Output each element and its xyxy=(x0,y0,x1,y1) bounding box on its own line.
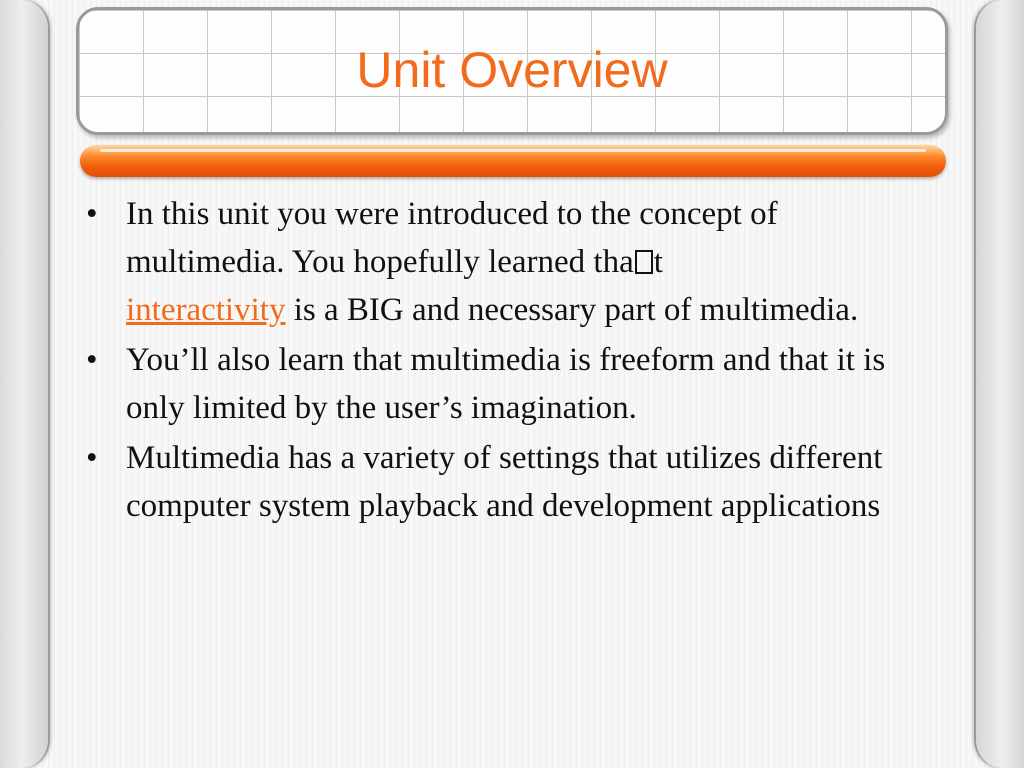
bullet-text: In this unit you were introduced to the concept of multimedia. You hopefully learned tha xyxy=(126,196,778,280)
bullet-item xyxy=(86,190,926,334)
bullet-marker: • xyxy=(86,196,98,232)
title-accent-bar xyxy=(80,145,946,177)
bullet-text: t xyxy=(653,244,663,280)
bullet-item xyxy=(86,434,926,530)
missing-glyph-icon xyxy=(635,250,653,274)
bullet-text: is a BIG and necessary part of multimedia. xyxy=(285,292,859,328)
bullet-list xyxy=(86,190,926,532)
left-side-tab xyxy=(0,0,50,768)
bullet-text: Multimedia has a variety of settings that utilizes different computer system playback and development applications xyxy=(126,440,883,524)
bullet-marker: • xyxy=(86,342,98,378)
interactivity-link[interactable]: interactivity xyxy=(126,292,286,328)
slide-title: Unit Overview xyxy=(356,42,668,98)
right-side-tab xyxy=(974,0,1024,768)
bullet-marker: • xyxy=(86,440,98,476)
bullet-item xyxy=(86,336,926,432)
bullet-text: You’ll also learn that multimedia is freeform and that it is only limited by the user’s imagination. xyxy=(126,342,886,426)
